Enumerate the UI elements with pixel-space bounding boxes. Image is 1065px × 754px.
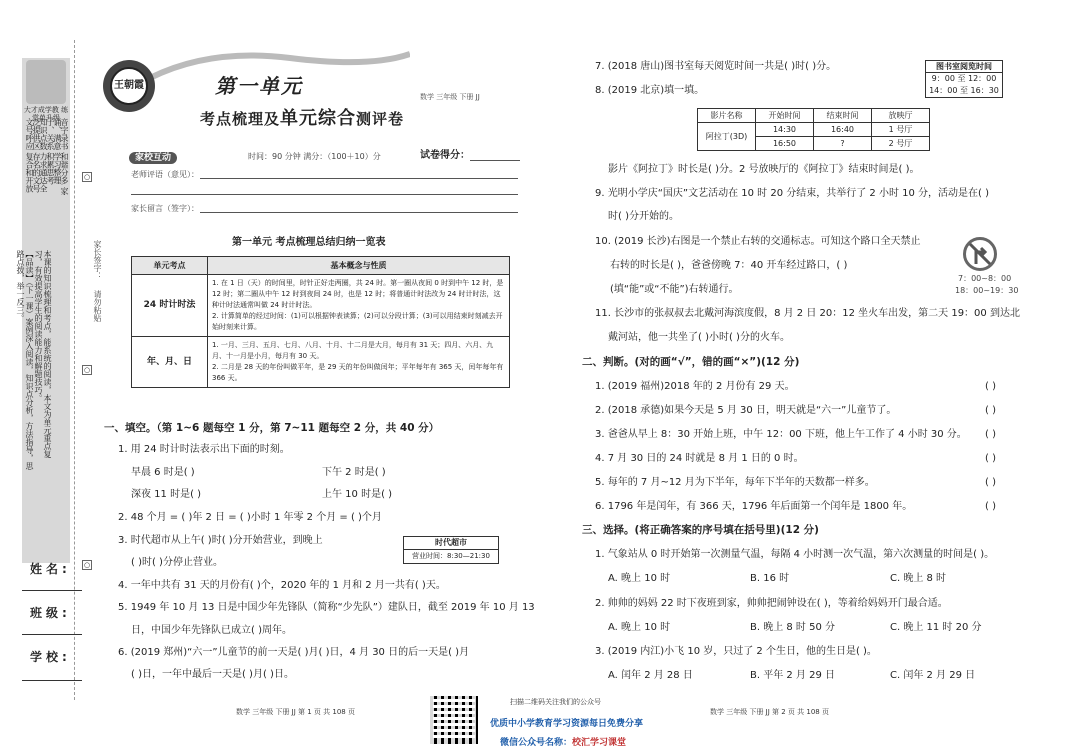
page-footer-left: 数学 三年级 下册 JJ 第 1 页 共 108 页 (236, 708, 355, 716)
table-cell: 阿拉丁(3D) (698, 123, 756, 151)
brand-logo-text: 王朝霞 (110, 67, 148, 105)
page-footer-right: 数学 三年级 下册 JJ 第 2 页 共 108 页 (710, 708, 829, 716)
answer-paren: ( ) (985, 405, 996, 416)
score-label: 试卷得分： (420, 150, 470, 161)
parent-comment-label: 家长留言（签字）： (131, 204, 199, 213)
table-cell: 14:30 (756, 123, 814, 137)
question: 2. 48 个月 = ( )年 2 日 = ( )小时 1 年零 2 个月 = ( )个月 (118, 512, 382, 523)
wechat-line: 微信公众号名称：校汇学习课堂 (500, 738, 627, 748)
table-header: 结束时间 (814, 109, 872, 123)
question: ( )时( )分停止营业。 (131, 557, 223, 568)
strip-top-text: 大才成学教 练堂单升级 (23, 106, 69, 122)
strip-column: 子、关系 积累思考 (46, 118, 55, 185)
teacher-comment-label: 老师评语（意见）： (131, 170, 199, 179)
strip-note: 【品读】（下一课）案例深入阅读，知识点分析，方法指导，思路点拨，举一反三。 (16, 250, 34, 470)
answer-paren: ( ) (985, 501, 996, 512)
table-cell: 16:50 (756, 137, 814, 151)
exam-subtitle: 考点梳理及单元综合测评卷 (200, 108, 405, 129)
table-cell: 2 号厅 (872, 137, 930, 151)
question: 6. (2019 郑州)“六一”儿童节的前一天是( )月( )日，4 月 30 日的后一天是( )月 (118, 647, 470, 658)
strip-note: 本课的知识梳理和考点，能系统的阅读，本文为单元重点复习，有效提高学生的阅读能力和解题技巧。 (34, 250, 52, 458)
table-cell: 16:40 (814, 123, 872, 137)
question: 11. 长沙市的张叔叔去北戴河海滨度假，8 月 2 日 20：12 坐火车出发，第二天 19：00 到达北 (595, 308, 1020, 319)
question: 影片《阿拉丁》时长是( )分。2 号放映厅的《阿拉丁》结束时间是( )。 (608, 164, 920, 175)
table-header: 放映厅 (872, 109, 930, 123)
answer-paren: ( ) (985, 429, 996, 440)
choice-option: C. 晚上 11 时 20 分 (890, 622, 982, 633)
class-line (22, 634, 82, 635)
table-header: 基本概念与性质 (208, 257, 510, 275)
strip-column: 诵、满意 学习整理 (53, 118, 62, 185)
choice-question: 1. 气象站从 0 时开始第一次测量气温，每隔 4 小时测一次气温，第六次测量的时间是( )。 (595, 549, 995, 560)
table-header: 开始时间 (756, 109, 814, 123)
table-cell: 年、月、日 (132, 337, 208, 388)
table-header: 影片名称 (698, 109, 756, 123)
score-line (470, 160, 520, 161)
choice-option: A. 晚上 10 时 (608, 573, 671, 584)
table-cell: 1. 在 1 日（天）的时间里，时针正好走两圈，共 24 时。第一圈从夜间 0 时到中午 12 时，是 12 时；第二圈从中午 12 时到夜间 24 时，也是 12 时；将普通计时法改为 24 时计时法，这种计时法通常叫做 24 时计时法。 2. 计算简单的经过时间：(1)可以根据钟表读算；(2)可以分段计算；(3)可以用结束时刻减去开始时刻来计算。 (208, 275, 510, 337)
name-label: 姓名: (30, 562, 71, 576)
table-cell: 1 号厅 (872, 123, 930, 137)
choice-option: B. 晚上 8 时 50 分 (750, 622, 836, 633)
time-info: 时间：90 分钟 满分：（100＋10）分 (248, 152, 381, 161)
table-row (132, 337, 510, 388)
question: 5. 1949 年 10 月 13 日是中国少年先锋队（简称“少先队”）建队日，截至 2019 年 10 月 13 (118, 602, 535, 613)
unit-title: 第一单元 (215, 74, 303, 98)
summary-table (131, 256, 510, 388)
question-blank: 下午 2 时是( ) (322, 467, 386, 478)
choice-option: B. 平年 2 月 29 日 (750, 670, 836, 681)
side-label: 家长签字： (93, 240, 102, 280)
table-cell: ? (814, 137, 872, 151)
question: 7. (2018 唐山)图书室每天阅览时间一共是( )时( )分。 (595, 61, 837, 72)
table-cell: 24 时计时法 (132, 275, 208, 337)
fold-mark: ○ (83, 366, 91, 374)
no-right-turn-sign-icon (963, 237, 997, 271)
question-blank: 上午 10 时是( ) (322, 489, 393, 500)
strip-column: 知识点数 力求通达全 (39, 118, 48, 193)
question: 戴河站，他一共坐了( )小时( )分的火车。 (608, 332, 790, 343)
part1-heading: 一、填空。（第 1~6 题每空 1 分，第 7~11 题每空 2 分，共 40 分） (104, 422, 440, 434)
question-blank: 深夜 11 时是( ) (131, 489, 202, 500)
fold-mark: ○ (83, 173, 91, 181)
table-header: 单元考点 (132, 257, 208, 275)
question: 4. 一年中共有 31 天的月份有( )个，2020 年的 1 月和 2 月一共有( )天。 (118, 580, 446, 591)
mascot-logo (26, 60, 66, 104)
question-blank: 早晨 6 时是( ) (131, 467, 195, 478)
fold-line (74, 40, 75, 700)
side-label: 请勿粘贴 (93, 290, 102, 322)
qr-code-overlay (430, 696, 478, 744)
question: 8. (2019 北京)填一填。 (595, 85, 705, 96)
judge-item: 3. 爸爸从早上 8：30 开始上班，中午 12：00 下班，他上午工作了 4 小时 30 分。 (595, 429, 967, 440)
fold-mark: ○ (83, 561, 91, 569)
answer-paren: ( ) (985, 453, 996, 464)
name-line (22, 590, 82, 591)
choice-option: A. 闰年 2 月 28 日 (608, 670, 693, 681)
question: 右转的时长是( )，爸爸傍晚 7：40 开车经过路口，( ) (610, 260, 848, 271)
choice-question: 2. 帅帅的妈妈 22 时下夜班到家，帅帅把闹钟设在( )，等着给妈妈开门最合适。 (595, 598, 948, 609)
answer-paren: ( ) (985, 381, 996, 392)
judge-item: 2. (2018 承德)如果今天是 5 月 30 日，明天就是“六一”儿童节了。 (595, 405, 897, 416)
supermarket-sign: 时代超市 营业时间：8:30—21:30 (403, 536, 499, 564)
comment-line (131, 194, 518, 195)
movie-table (697, 108, 930, 151)
sign-time: 18：00~19：30 (955, 286, 1019, 295)
comment-line (200, 178, 518, 179)
question: 3. 时代超市从上午( )时( )分开始营业，到晚上 (118, 535, 323, 546)
slogan-text: 优质中小学教育学习资源每日免费分享 (490, 719, 644, 729)
part2-heading: 二、判断。(对的画“√”，错的画“×”)(12 分) (582, 356, 800, 368)
strip-column: 泛提供区 存名的文号 (32, 118, 41, 193)
strip-column: 文号呼应 复合和开放 (25, 118, 34, 193)
part3-heading: 三、选择。(将正确答案的序号填在括号里)(12 分) (582, 524, 819, 536)
choice-question: 3. (2019 内江)小飞 10 岁，只过了 2 个生日，他的生日是( )。 (595, 646, 877, 657)
question: 日，中国少年先锋队已成立( )周年。 (131, 625, 292, 636)
library-hours-box: 图书室阅览时间 9：00 至 12：00 14：00 至 16：30 (925, 60, 1003, 98)
question: 10. (2019 长沙)右图是一个禁止右转的交通标志。可知这个路口全天禁止 (595, 236, 921, 247)
choice-option: C. 晚上 8 时 (890, 573, 947, 584)
judge-item: 5. 每年的 7 月~12 月为下半年，每年下半年的天数都一样多。 (595, 477, 875, 488)
table-row (132, 275, 510, 337)
choice-option: C. 闰年 2 月 29 日 (890, 670, 976, 681)
choice-option: A. 晚上 10 时 (608, 622, 671, 633)
choice-option: B. 16 时 (750, 573, 790, 584)
school-line (22, 680, 82, 681)
question: 时( )分开始的。 (608, 211, 679, 222)
judge-item: 1. (2019 福州)2018 年的 2 月份有 29 天。 (595, 381, 795, 392)
judge-item: 4. 7 月 30 日的 24 时就是 8 月 1 日的 0 时。 (595, 453, 804, 464)
summary-title: 第一单元 考点梳理总结归纳一览表 (232, 237, 386, 248)
course-meta: 数学 三年级 下册 JJ (420, 93, 480, 101)
question: 9. 光明小学庆“国庆”文艺活动在 10 时 20 分结束，共举行了 2 小时 10 分，活动是在( ) (595, 188, 990, 199)
answer-paren: ( ) (985, 477, 996, 488)
scan-text: 扫描二维码关注我们的公众号 (510, 698, 601, 706)
table-cell: 1. 一月、三月、五月、七月、八月、十月、十二月是大月，每月有 31 天；四月、六月、九月、十一月是小月，每月有 30 天。 2. 二月是 28 天的年份叫做平年，是 29 天的年份叫做闰年；平年每年有 365 天，闰年每年有 366 天。 (208, 337, 510, 388)
sign-time: 7：00~8：00 (958, 274, 1012, 283)
strip-column: 音字录书 和谐分多 家 (60, 118, 69, 196)
school-label: 学校: (30, 650, 71, 664)
class-label: 班级: (30, 606, 71, 620)
comment-line (200, 212, 518, 213)
question: (填“能”或“不能”)右转通行。 (610, 284, 739, 295)
judge-item: 6. 1796 年是闰年，有 366 天，1796 年后面第一个闰年是 1800 年。 (595, 501, 913, 512)
question: 1. 用 24 时计时法表示出下面的时刻。 (118, 444, 290, 455)
home-school-badge: 家校互动 (129, 150, 177, 163)
table-row (698, 123, 930, 137)
question: ( )日，一年中最后一天是( )月( )日。 (131, 669, 294, 680)
